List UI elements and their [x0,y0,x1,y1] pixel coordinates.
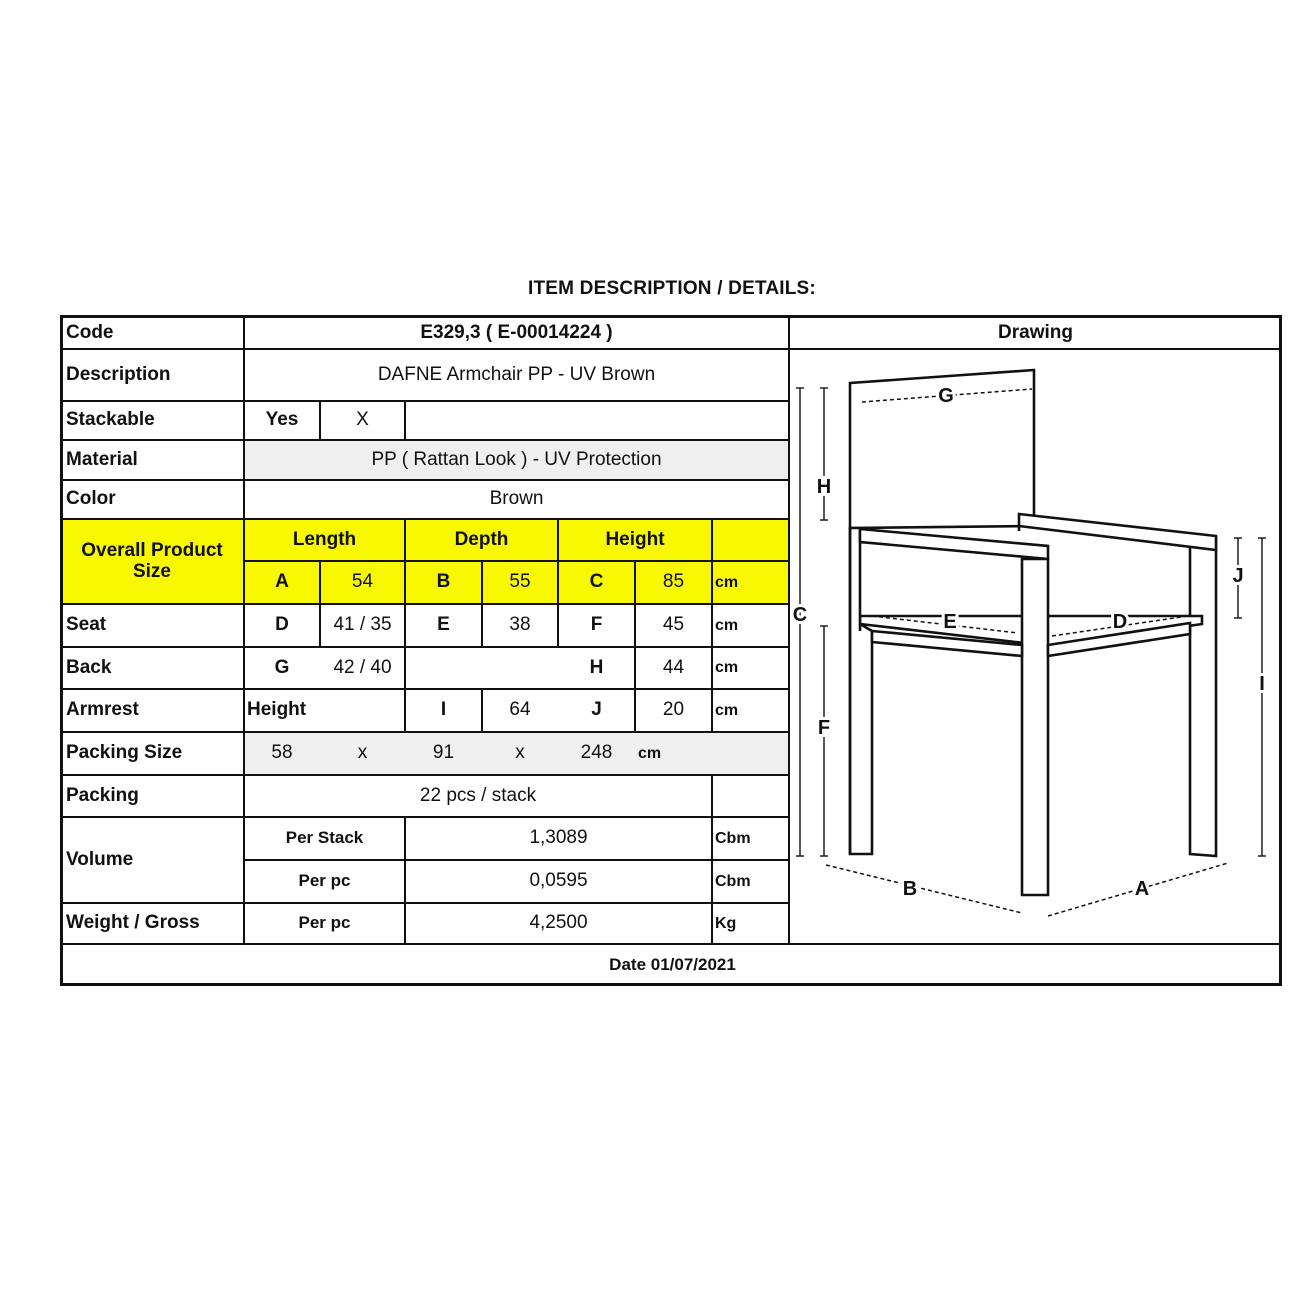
seat-e-value: 38 [509,614,531,636]
stackable-label: Stackable [66,409,155,431]
back-g-key: G [274,656,290,678]
dim-label-g: G [938,385,954,407]
material-label: Material [66,448,138,470]
seat-d-value: 41 / 35 [333,614,392,636]
overall-size-label: Overall Product Size [81,539,223,582]
seat-label: Seat [66,614,107,636]
chair-drawing [786,348,1282,942]
weight-label: Weight / Gross [66,912,200,934]
chair-right-armrest [1019,514,1216,550]
packing-size-height: 248 [580,742,613,764]
armrest-label: Armrest [66,699,139,721]
volume-per-stack-value: 1,3089 [529,827,588,849]
packing-size-depth: 91 [432,742,455,764]
packing-size-x2: x [515,742,525,764]
dim-label-e: E [943,611,957,633]
packing-value: 22 pcs / stack [419,784,537,806]
packing-size-unit: cm [638,744,662,762]
volume-per-pc-label: Per pc [298,871,351,891]
volume-per-stack-label: Per Stack [285,828,364,848]
depth-header: Depth [454,528,509,550]
weight-per-pc-label: Per pc [298,913,351,933]
overall-a-value: 54 [351,571,374,593]
dim-label-j: J [1232,565,1244,587]
dim-label-d: D [1112,611,1128,633]
chair-front-leg [1022,559,1048,895]
armrest-j-key: J [591,699,602,721]
stackable-mark: X [356,409,369,431]
seat-unit: cm [715,616,739,634]
date-label: Date 01/07/2021 [609,955,736,975]
back-g-value: 42 / 40 [333,656,392,678]
chair-right-arm-support [1190,536,1216,856]
back-h-key: H [589,656,604,678]
armrest-j-value: 20 [662,699,685,721]
overall-c-key: C [589,571,604,593]
drawing-header: Drawing [998,322,1073,344]
dim-label-f: F [817,717,831,739]
code-label: Code [66,322,114,344]
dim-label-h: H [816,476,832,498]
overall-b-value: 55 [509,571,531,593]
weight-unit: Kg [715,914,737,932]
seat-f-value: 45 [662,614,685,636]
description-label: Description [66,363,171,385]
back-h-value: 44 [662,656,685,678]
packing-size-width: 58 [271,742,293,764]
seat-f-key: F [590,614,603,636]
dim-label-a: A [1134,878,1150,900]
overall-c-value: 85 [662,571,685,593]
dim-label-c: C [792,604,808,626]
overall-a-key: A [275,571,289,593]
volume-per-stack-unit: Cbm [715,829,751,847]
dim-label-b: B [902,878,918,900]
material-value: PP ( Rattan Look ) - UV Protection [371,448,662,470]
weight-value: 4,2500 [529,912,588,934]
overall-unit: cm [715,573,739,591]
back-unit: cm [715,659,739,677]
armrest-unit: cm [715,701,739,719]
seat-d-key: D [275,614,289,636]
volume-per-pc-unit: Cbm [715,872,751,890]
overall-b-key: B [436,571,451,593]
height-header: Height [605,528,665,550]
armrest-i-key: I [440,699,447,721]
armrest-i-value: 64 [509,699,531,721]
packing-size-x1: x [357,742,368,764]
page-title: ITEM DESCRIPTION / DETAILS: [528,278,816,299]
back-label: Back [66,656,112,678]
chair-left-armrest [860,529,1048,559]
chair-left-back-leg [850,528,872,854]
color-label: Color [66,488,116,510]
packing-size-label: Packing Size [66,742,183,764]
volume-per-pc-value: 0,0595 [529,870,588,892]
length-header: Length [292,528,357,550]
dim-label-i: I [1259,673,1265,695]
description-value: DAFNE Armchair PP - UV Brown [377,363,656,385]
volume-label: Volume [66,848,134,870]
code-value: E329,3 ( E-00014224 ) [420,322,613,344]
packing-label: Packing [66,784,139,806]
color-value: Brown [489,488,544,510]
stackable-answer: Yes [265,409,299,431]
armrest-height-label: Height [247,699,307,721]
seat-e-key: E [437,614,450,636]
